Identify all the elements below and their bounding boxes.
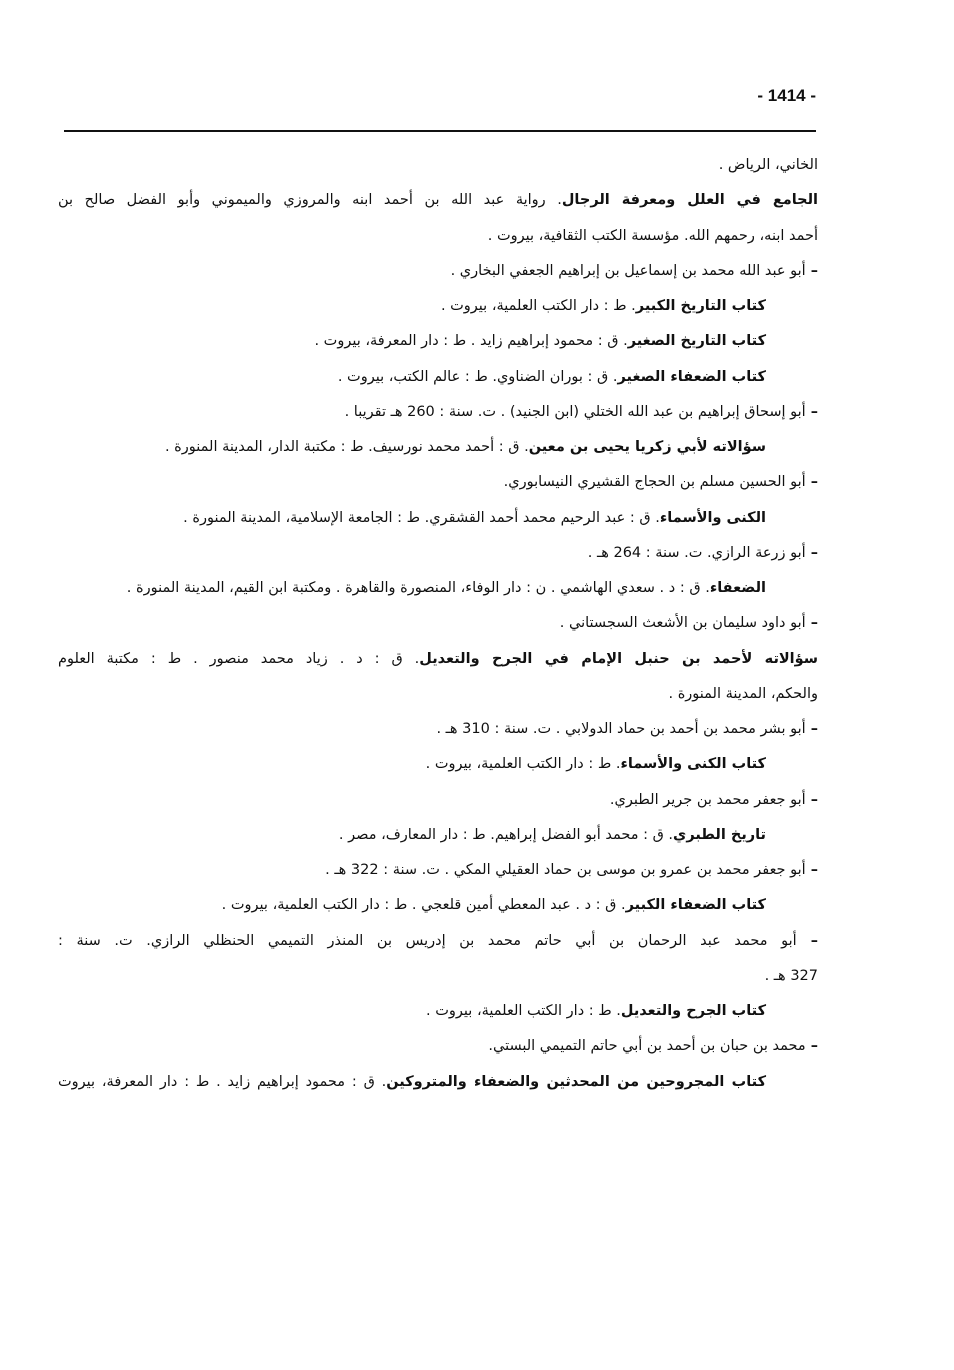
bold-title-text: الجامع في العلل ومعرفة الرجال <box>561 192 819 209</box>
bold-title-text: كتاب الجرح والتعديل <box>620 1003 766 1019</box>
entry-text: . ق : محمود إبراهيم زايد . ط : دار المعرفة، بيروت <box>58 1073 387 1090</box>
entry-line <box>58 183 818 218</box>
bold-title-text: الكنى والأسماء <box>659 509 766 526</box>
author-entry-line <box>58 606 818 641</box>
header-rule <box>64 130 816 132</box>
text-line <box>58 148 818 183</box>
entry-text: . ق : عبد الرحيم محمد أحمد القشقري. ط : الجامعة الإسلامية، المدينة المنورة . <box>183 509 660 526</box>
bold-title-text: الضعفاء <box>709 580 766 596</box>
bibliography-list <box>58 148 818 1100</box>
author-entry-line <box>58 853 818 888</box>
bold-title-text: – <box>805 721 818 737</box>
book-entry-line <box>58 994 818 1029</box>
book-entry-line <box>58 888 818 923</box>
book-entry-line <box>58 818 818 853</box>
bold-title-text: كتاب الكنى والأسماء <box>620 756 766 773</box>
bold-title-text: – <box>805 791 818 808</box>
entry-text: أبو زرعة الرازي. ت. سنة : 264 هـ . <box>587 544 806 561</box>
entry-text: الخاني، الرياض . <box>718 157 818 173</box>
entry-line <box>58 642 818 677</box>
bold-title-text: كتاب الضعفاء الكبير <box>625 897 766 914</box>
book-entry-line <box>58 747 818 782</box>
entry-text: أبو محمد عبد الرحمان بن أبي حاتم محمد بن إدريس بن المنذر التميمي الحنظلي الرازي. ت. سنة : <box>58 932 797 949</box>
author-entry-line <box>58 465 818 500</box>
entry-text: . ط : دار الكتب العلمية، بيروت . <box>425 756 621 773</box>
bold-title-text: – <box>805 474 818 491</box>
bold-title-text: – <box>796 932 818 949</box>
entry-text: والحكم، المدينة المنورة . <box>668 685 818 702</box>
bold-title-text: – <box>805 544 818 561</box>
entry-text: . ق : د . زياد محمد منصور . ط : مكتبة العلوم <box>58 650 420 667</box>
bold-title-text: – <box>805 403 818 420</box>
book-entry-line <box>58 430 818 465</box>
entry-text: . ق : بوران الضناوي. ط : عالم الكتب، بيروت . <box>337 368 618 385</box>
author-entry-line <box>58 712 818 747</box>
entry-text: 327 هـ . <box>764 967 818 984</box>
bold-title-text: سؤالاته لأحمد بن حنبل الإمام في الجرح والتعديل <box>419 650 819 667</box>
author-entry-line <box>58 395 818 430</box>
bold-title-text: – <box>805 1038 818 1055</box>
text-line <box>58 677 818 712</box>
book-entry-line <box>58 501 818 536</box>
entry-text: . ق : محمد أبو الفضل إبراهيم. ط : دار المعارف، مصر . <box>338 826 674 843</box>
author-entry-line <box>58 783 818 818</box>
entry-text: أبو الحسين مسلم بن الحجاج القشيري النيسابوري. <box>503 474 806 491</box>
author-entry-line <box>58 1029 818 1064</box>
entry-text: أبو بشر محمد بن أحمد بن حماد الدولابي . ت. سنة : 310 هـ . <box>436 721 806 737</box>
book-entry-line <box>58 1065 818 1100</box>
entry-text: أبو داود سليمان بن الأشعث السجستاني . <box>559 615 806 632</box>
bold-title-text: كتاب التاريخ الكبير <box>635 298 766 314</box>
entry-text: محمد بن حبان بن أحمد بن أبي حاتم التميمي البستي. <box>488 1038 806 1055</box>
bold-title-text: سؤالاته لأبي زكريا يحيى بن معين <box>528 439 766 455</box>
book-entry-line <box>58 324 818 359</box>
entry-text: أبو جعفر محمد بن جرير الطبري. <box>609 791 806 808</box>
entry-text: . ط : دار الكتب العلمية، بيروت . <box>440 298 636 314</box>
entry-text: أبو عبد الله محمد بن إسماعيل بن إبراهيم الجعفي البخاري . <box>450 262 806 279</box>
book-entry-line <box>58 360 818 395</box>
bold-title-text: كتاب التاريخ الصغير <box>627 333 766 350</box>
entry-text: . ق : محمود إبراهيم زايد . ط : دار المعرفة، بيروت . <box>314 333 628 350</box>
bold-title-text: كتاب الضعفاء الصغير <box>617 368 766 385</box>
entry-text: . رواية عبد الله بن أحمد ابنه والمروزي والميموني وأبو الفضل صالح بن <box>58 192 562 209</box>
book-entry-line <box>58 289 818 324</box>
entry-text: . ق : أحمد محمد نورسيف. ط : مكتبة الدار، المدينة المنورة . <box>164 439 529 455</box>
bold-title-text: – <box>805 262 818 279</box>
text-line <box>58 219 818 254</box>
entry-text: أحمد ابنه، رحمهم الله. مؤسسة الكتب الثقافية، بيروت . <box>487 227 818 244</box>
bold-title-text: كتاب المجروحين من المحدثين والضعفاء والمتروكين <box>386 1073 766 1090</box>
entry-text: . ط : دار الكتب العلمية، بيروت . <box>426 1003 621 1019</box>
bold-title-text: تاريخ الطبري <box>673 826 766 843</box>
bold-title-text: – <box>805 615 818 632</box>
bold-title-text: – <box>805 862 818 878</box>
entry-text: . ق : د . عبد المعطي أمين قلعجي . ط : دار الكتب العلمية، بيروت . <box>221 897 626 914</box>
author-entry-line <box>58 254 818 289</box>
page-number: - 1414 - <box>757 86 816 105</box>
author-entry-line <box>58 924 818 959</box>
book-entry-line <box>58 571 818 606</box>
entry-text: أبو إسحاق إبراهيم بن عبد الله الختلي (ابن الجنيد) . ت. سنة : 260 هـ تقريبا . <box>344 403 806 420</box>
entry-text: . ق : د . سعدي الهاشمي . ن : دار الوفاء، المنصورة والقاهرة . ومكتبة ابن القيم، المدينة المنورة . <box>126 580 710 596</box>
author-entry-line <box>58 536 818 571</box>
text-line <box>58 959 818 994</box>
entry-text: أبو جعفر محمد بن عمرو بن موسى بن حماد العقيلي المكي . ت. سنة : 322 هـ . <box>325 862 806 878</box>
